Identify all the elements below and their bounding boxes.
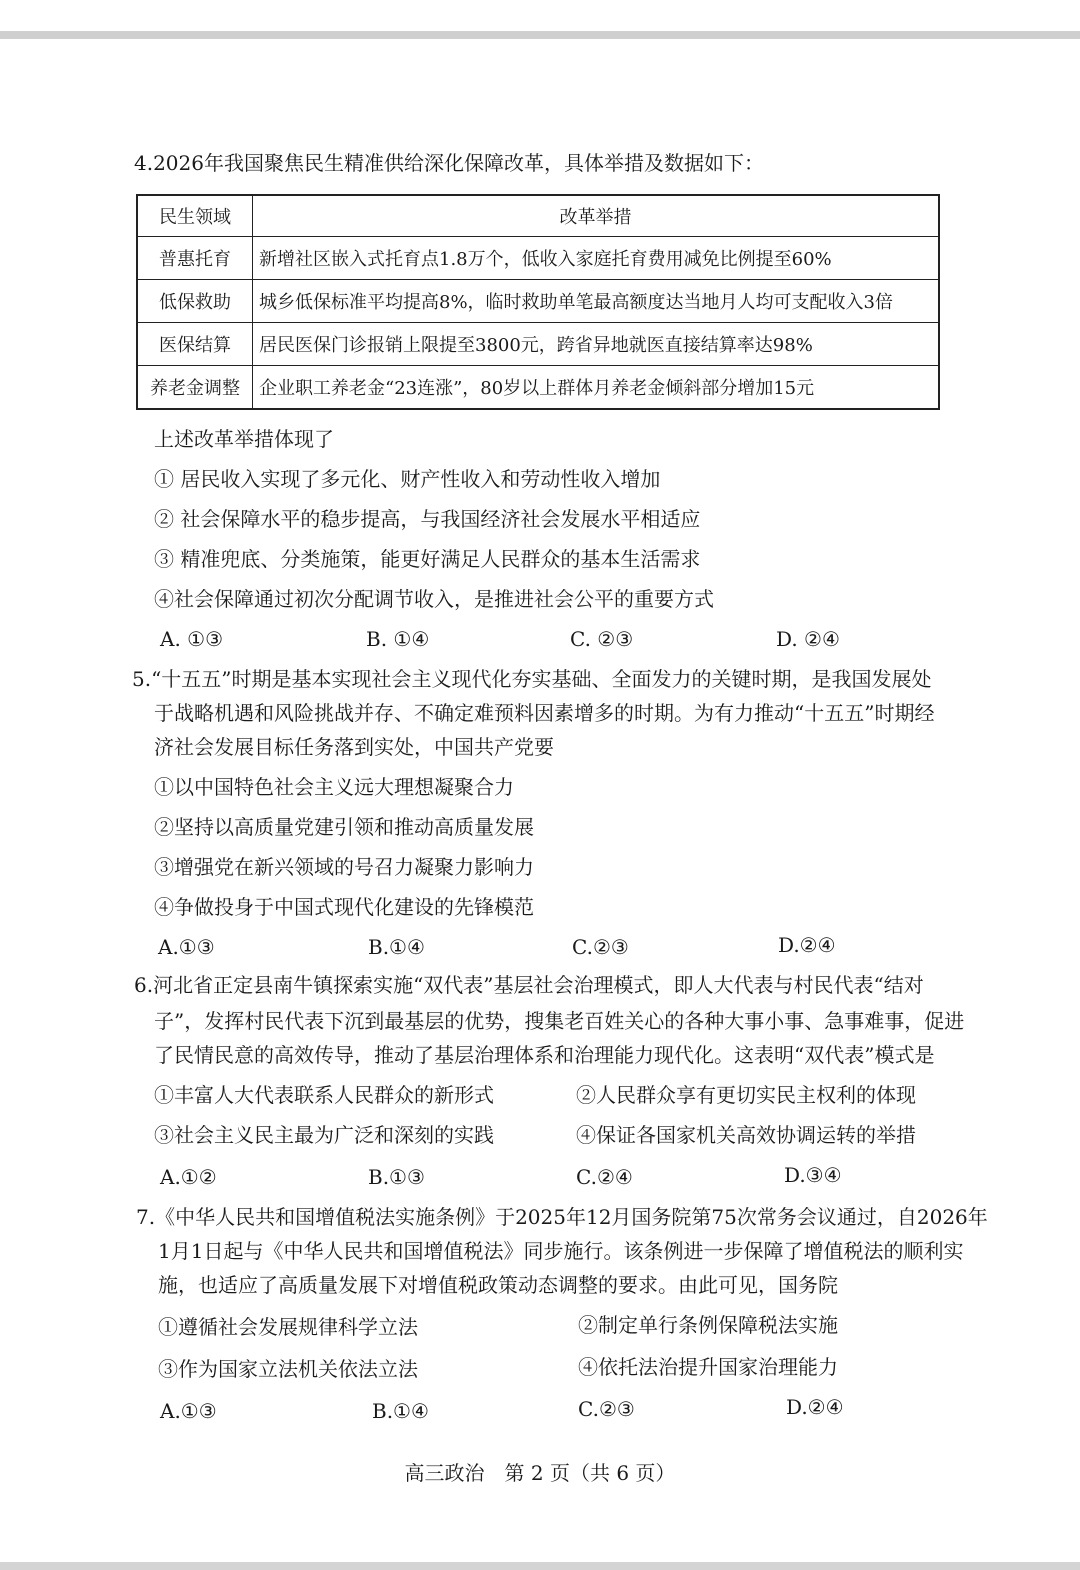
q5-item-1: ①以中国特色社会主义远大理想凝聚合力	[154, 775, 514, 799]
q5-option-b[interactable]: B.①④	[368, 935, 425, 959]
table-cell-area: 普惠托育	[137, 237, 253, 280]
q6-item-2: ②人民群众享有更切实民主权利的体现	[576, 1083, 916, 1107]
q7-option-d[interactable]: D.②④	[786, 1395, 844, 1419]
table-cell-measure: 居民医保门诊报销上限提至3800元，跨省异地就医直接结算率达98%	[253, 323, 940, 366]
table-header-measures: 改革举措	[253, 195, 940, 237]
table-header-row	[137, 195, 939, 237]
reform-table	[136, 194, 940, 410]
q4-option-b[interactable]: B. ①④	[366, 627, 430, 651]
q7-item-1: ①遵循社会发展规律科学立法	[158, 1315, 418, 1339]
q4-prompt: 上述改革举措体现了	[154, 427, 334, 451]
q5-stem-line: 于战略机遇和风险挑战并存、不确定难预料因素增多的时期。为有力推动“十五五”时期经	[154, 701, 935, 725]
q4-option-a[interactable]: A. ①③	[160, 627, 224, 651]
q5-stem-line: 5.“十五五”时期是基本实现社会主义现代化夯实基础、全面发力的关键时期，是我国发展处	[132, 667, 932, 691]
q7-option-c[interactable]: C.②③	[578, 1397, 635, 1421]
q4-item-2: ② 社会保障水平的稳步提高，与我国经济社会发展水平相适应	[154, 507, 701, 531]
table-cell-measure: 新增社区嵌入式托育点1.8万个，低收入家庭托育费用减免比例提至60%	[253, 237, 940, 280]
q6-option-a[interactable]: A.①②	[160, 1165, 217, 1189]
table-cell-area: 医保结算	[137, 323, 253, 366]
q7-item-4: ④依托法治提升国家治理能力	[578, 1355, 838, 1379]
q5-stem-line: 济社会发展目标任务落到实处，中国共产党要	[154, 735, 554, 759]
table-cell-measure: 城乡低保标准平均提高8%，临时救助单笔最高额度达当地月人均可支配收入3倍	[253, 280, 940, 323]
q4-item-4: ④社会保障通过初次分配调节收入，是推进社会公平的重要方式	[154, 587, 714, 611]
q4-item-1: ① 居民收入实现了多元化、财产性收入和劳动性收入增加	[154, 467, 661, 491]
top-scan-edge	[0, 31, 1080, 39]
q5-option-d[interactable]: D.②④	[778, 933, 836, 957]
table-row	[137, 280, 939, 323]
q6-option-d[interactable]: D.③④	[784, 1163, 842, 1187]
q4-option-d[interactable]: D. ②④	[776, 627, 840, 651]
q6-option-c[interactable]: C.②④	[576, 1165, 633, 1189]
q6-item-1: ①丰富人大代表联系人民群众的新形式	[154, 1083, 494, 1107]
q7-stem-line: 7.《中华人民共和国增值税法实施条例》于2025年12月国务院第75次常务会议通过，自2026年	[136, 1205, 988, 1229]
q6-stem-line: 6.河北省正定县南牛镇探索实施“双代表”基层社会治理模式，即人大代表与村民代表“结对	[134, 973, 924, 997]
q7-stem-line: 施，也适应了高质量发展下对增值税政策动态调整的要求。由此可见，国务院	[158, 1273, 838, 1297]
q6-stem-line: 子”，发挥村民代表下沉到最基层的优势，搜集老百姓关心的各种大事小事、急事难事，促进	[154, 1009, 965, 1033]
table-row	[137, 366, 939, 410]
q6-item-4: ④保证各国家机关高效协调运转的举措	[576, 1123, 916, 1147]
q5-item-2: ②坚持以高质量党建引领和推动高质量发展	[154, 815, 534, 839]
q6-option-b[interactable]: B.①③	[368, 1165, 425, 1189]
q6-stem-line: 了民情民意的高效传导，推动了基层治理体系和治理能力现代化。这表明“双代表”模式是	[154, 1043, 935, 1067]
table-cell-area: 低保救助	[137, 280, 253, 323]
q7-option-b[interactable]: B.①④	[372, 1399, 429, 1423]
q5-item-3: ③增强党在新兴领域的号召力凝聚力影响力	[154, 855, 534, 879]
bottom-scan-edge	[0, 1562, 1080, 1570]
page-footer: 高三政治 第 2 页（共 6 页）	[404, 1461, 676, 1485]
q5-option-c[interactable]: C.②③	[572, 935, 629, 959]
table-header-area: 民生领域	[137, 195, 253, 237]
q5-option-a[interactable]: A.①③	[158, 935, 215, 959]
q6-item-3: ③社会主义民主最为广泛和深刻的实践	[154, 1123, 494, 1147]
table-row	[137, 323, 939, 366]
q7-stem-line: 1月1日起与《中华人民共和国增值税法》同步施行。该条例进一步保障了增值税法的顺利实	[158, 1239, 964, 1263]
table-row	[137, 237, 939, 280]
table-cell-measure: 企业职工养老金“23连涨”，80岁以上群体月养老金倾斜部分增加15元	[253, 366, 940, 410]
q4-stem: 4.2026年我国聚焦民生精准供给深化保障改革，具体举措及数据如下：	[134, 151, 764, 175]
table-cell-area: 养老金调整	[137, 366, 253, 410]
q7-item-2: ②制定单行条例保障税法实施	[578, 1313, 838, 1337]
q5-item-4: ④争做投身于中国式现代化建设的先锋模范	[154, 895, 534, 919]
q4-item-3: ③ 精准兜底、分类施策，能更好满足人民群众的基本生活需求	[154, 547, 701, 571]
q7-item-3: ③作为国家立法机关依法立法	[158, 1357, 418, 1381]
q7-option-a[interactable]: A.①③	[160, 1399, 217, 1423]
q4-option-c[interactable]: C. ②③	[570, 627, 634, 651]
